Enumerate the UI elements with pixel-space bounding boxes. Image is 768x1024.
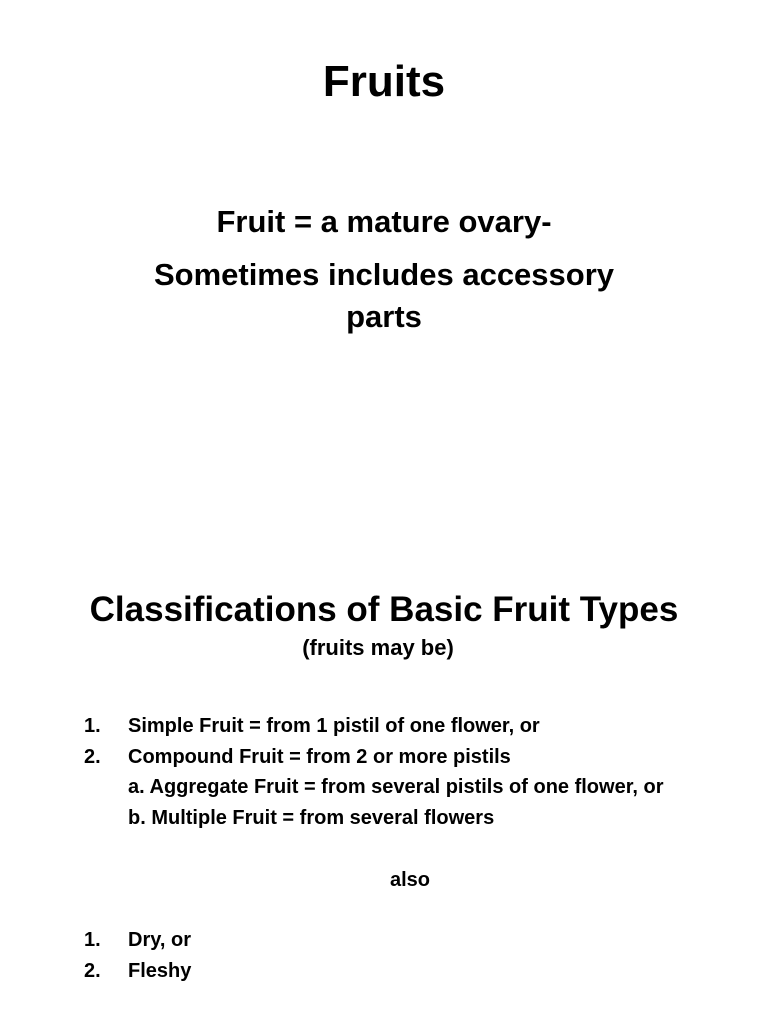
- definition-line-2-part-1: Sometimes includes accessory: [153, 257, 615, 292]
- sub-list-text: b. Multiple Fruit = from several flowers: [128, 807, 495, 829]
- definition-line-1: Fruit = a mature ovary-: [216, 204, 552, 239]
- list-number: 1.: [84, 929, 101, 951]
- list-text: Simple Fruit = from 1 pistil of one flower, or: [128, 715, 540, 737]
- list-number: 2.: [84, 746, 101, 768]
- sub-list-text: a. Aggregate Fruit = from several pistils of one flower, or: [128, 776, 664, 798]
- list-text: Compound Fruit = from 2 or more pistils: [128, 746, 511, 768]
- definition-line-2: [0, 254, 768, 338]
- section-title: Classifications of Basic Fruit Types: [89, 590, 679, 629]
- list-text: Dry, or: [128, 929, 191, 951]
- slide-title: Fruits: [322, 57, 446, 106]
- list-number: 1.: [84, 715, 101, 737]
- list-number: 2.: [84, 960, 101, 982]
- definition-line-2-part-2: parts: [346, 299, 422, 334]
- also-label: also: [390, 869, 431, 891]
- list-text: Fleshy: [128, 960, 192, 982]
- section-subtitle: (fruits may be): [302, 635, 454, 660]
